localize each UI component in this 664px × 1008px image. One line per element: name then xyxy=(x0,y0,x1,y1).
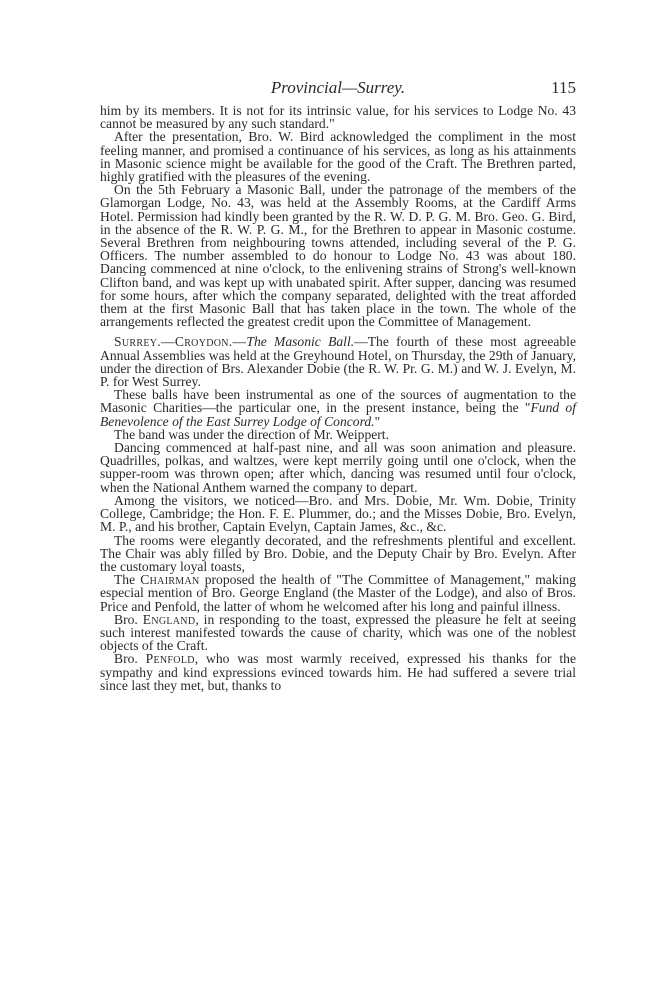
paragraph-band: The band was under the direction of Mr. Weippert. xyxy=(114,426,389,442)
paragraph-cardiff-ball: On the 5th February a Masonic Ball, under the patronage of the members of the Glamorgan Lodge, No. 43, was held at the Assembly Rooms, at the Cardiff Arms Hotel. Permission had kindly been granted by the R. W. D. P. G. M. Bro. Geo. G. Bird, in the absence of the R. W. P. G. M., for the Brethren to appear in Masonic costume. Several Brethren from neighbouring towns attended, including several of the P. G. Officers. The number assembled to do honour to Lodge No. 43 was about 180. Dancing commenced at nine o'clock, to the enlivening strains of Strong's well-known Clifton band, and was kept up with unabated spirit. After supper, dancing was resumed for some hours, after which the company separated, delighted with the treat afforded them at the first Masonic Ball that has taken place in the town. The whole of the arrangements reflected the greatest credit upon the Committee of Management. xyxy=(100,182,576,330)
speaker-name: England xyxy=(142,611,196,627)
paragraph-penfold-response xyxy=(100,652,576,692)
paragraph-continuation: him by its members. It is not for its intrinsic value, for his services to Lodge No. 43 cannot be measured by any such standard." xyxy=(100,103,576,132)
paragraph-text: Bro. xyxy=(114,651,146,667)
paragraph-text: —The fourth of these most agreeable Annual Assemblies was held at the Greyhound Hotel, on Thursday, the 29th of January, under the direction of Brs. Alexander Dobie (the R. W. Pr. G. M.) and W. J. Evelyn, M. P. for West Surrey. xyxy=(100,334,576,390)
speaker-name: Penfold xyxy=(145,651,195,667)
page-number: 115 xyxy=(551,78,576,97)
section-heading-place: Surrey.—Croydon.— xyxy=(114,334,247,350)
speaker-name: Chairman xyxy=(140,572,200,588)
paragraph-croydon-ball xyxy=(100,335,576,388)
article-body xyxy=(100,104,576,692)
paragraph-text: Bro. xyxy=(114,611,143,627)
paragraph-text: , in responding to the toast, expressed the pleasure he felt at seeing such interest manifested towards the cause of charity, which was one of the noblest objects of the Craft. xyxy=(100,611,576,654)
paragraph-text: , who was most warmly received, expressed his thanks for the sympathy and kind expressions evinced towards him. He had suffered a severe trial since last they met, but, thanks to xyxy=(100,651,576,693)
paragraph-charities xyxy=(100,388,576,428)
page-header xyxy=(100,78,576,100)
fund-name: Fund of Benevolence of the East Surrey Lodge of Concord. xyxy=(100,400,576,429)
paragraph-dancing: Dancing commenced at half-past nine, and all was soon animation and pleasure. Quadrilles, polkas, and waltzes, were kept merrily going until one o'clock, when the supper-room was thrown open; after which, dancing was resumed until four o'clock, when the National Anthem warned the company to depart. xyxy=(100,440,576,495)
paragraph-visitors: Among the visitors, we noticed—Bro. and Mrs. Dobie, Mr. Wm. Dobie, Trinity College, Cambridge; the Hon. F. E. Plummer, do.; and the Misses Dobie, Bro. Evelyn, M. P., and his brother, Captain Evelyn, Captain James, &c., &c. xyxy=(100,492,576,535)
paragraph-text: proposed the health of "The Committee of Management," making especial mention of Bro. George England (the Master of the Lodge), and also of Bros. Price and Penfold, the latter of whom he welcomed after his long and painful illness. xyxy=(100,572,576,614)
running-title: Provincial—Surrey. xyxy=(270,78,406,97)
paragraph-text: " xyxy=(374,413,381,429)
paragraph-presentation: After the presentation, Bro. W. Bird acknowledged the compliment in the most feeling manner, and promised a continuance of his services, as long as his attainments in Masonic science might be available for the good of the Craft. The Brethren parted, highly gratified with the pleasures of the evening. xyxy=(100,129,576,185)
paragraph-england-response xyxy=(100,613,576,653)
paragraph-text: The xyxy=(114,572,141,588)
paragraph-text: These balls have been instrumental as one of the sources of augmentation to the Masonic Charities—the particular one, in the present instance, being the " xyxy=(100,387,576,416)
paragraph-chairman-toast xyxy=(100,573,576,613)
section-heading-title: The Masonic Ball. xyxy=(246,334,355,350)
paragraph-rooms: The rooms were elegantly decorated, and the refreshments plentiful and excellent. The Chair was ably filled by Bro. Dobie, and the Deputy Chair by Bro. Evelyn. After the customary loyal toasts, xyxy=(100,532,576,574)
